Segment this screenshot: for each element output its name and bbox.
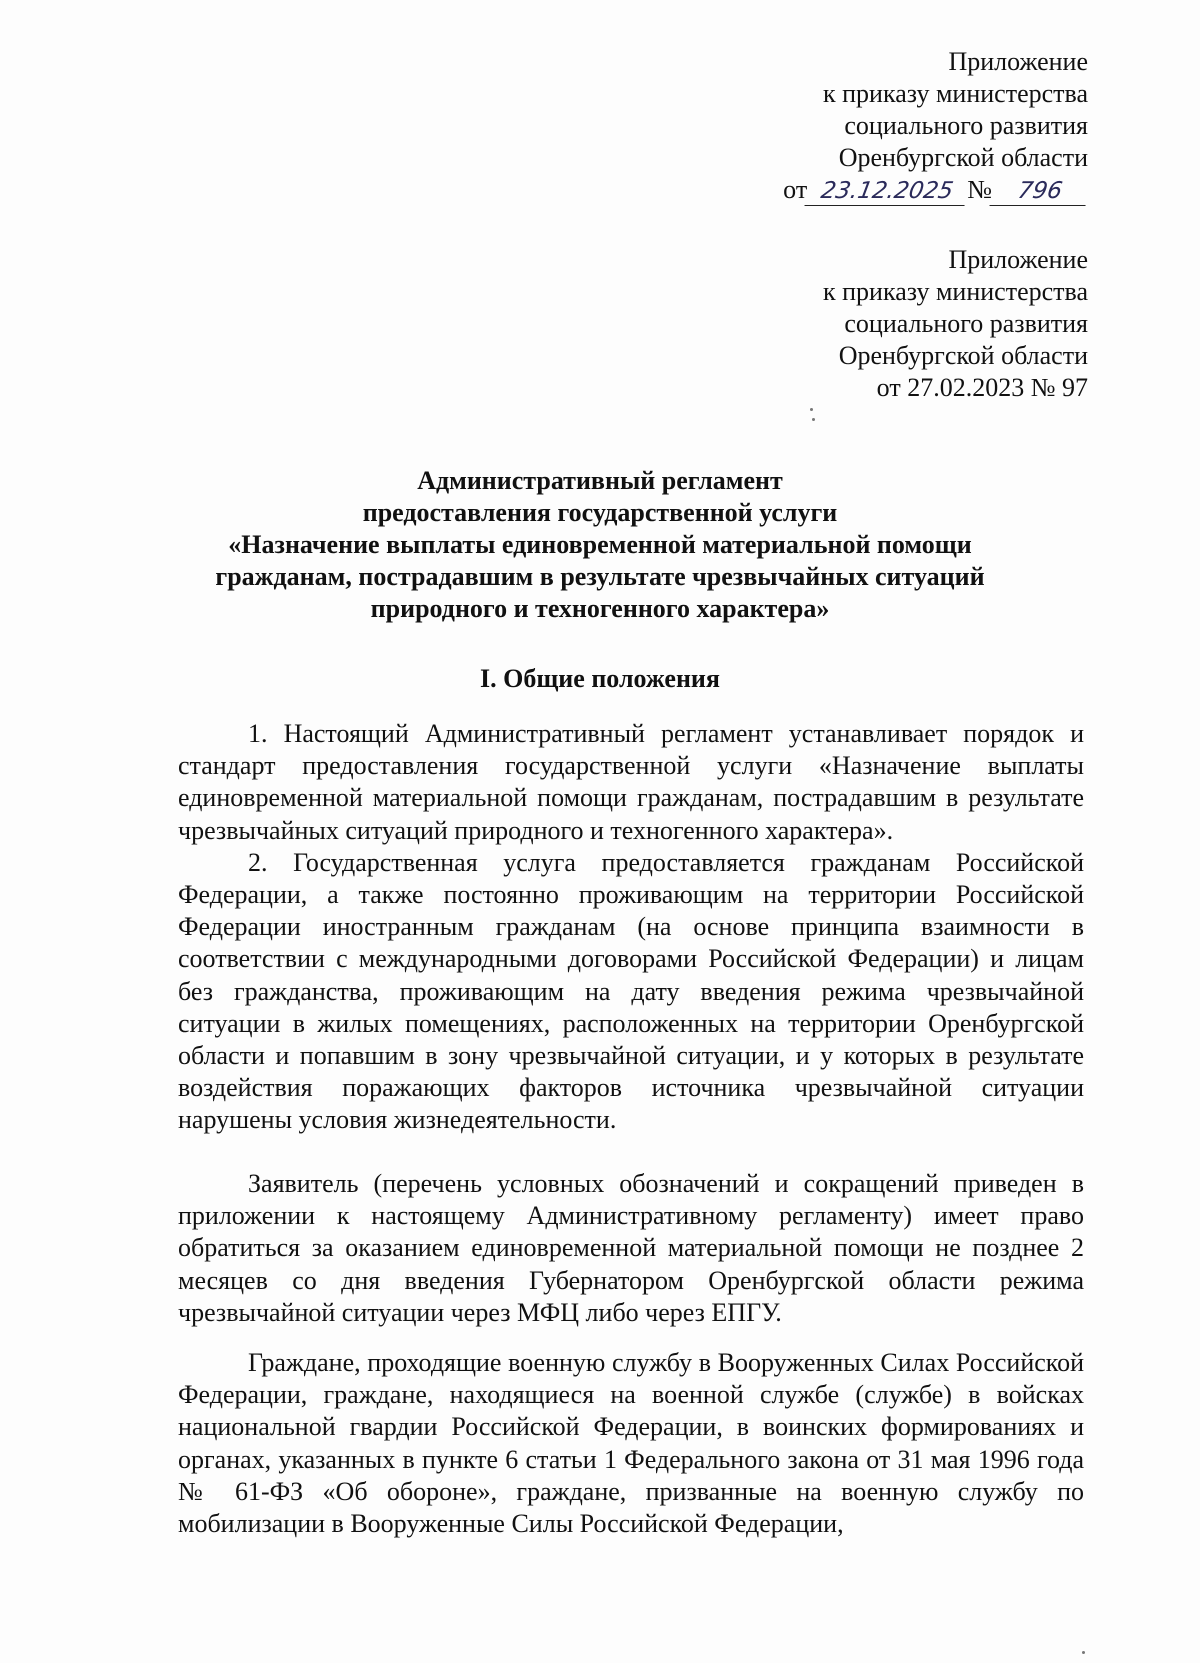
title-line: гражданам, пострадавшим в результате чрезвычайных ситуаций [215,562,985,591]
paragraph-applicant: Заявитель (перечень условных обозначений и сокращений приведен в приложении к настоящему Административному регламенту) имеет право обратиться за оказанием единовременной материальной помощи не позднее 2 месяцев со дня введения Губернатором Оренбургской области режима чрезвычайной ситуации через МФЦ либо через ЕПГУ. [178,1169,1084,1327]
title-line: «Назначение выплаты единовременной материальной помощи [228,530,972,559]
annex-header-current [783,46,1088,206]
paragraph-2: 2. Государственная услуга предоставляется гражданам Российской Федерации, а также постоянно проживающим на территории Российской Федерации иностранным гражданам (на основе принципа взаимности в соответствии с международными договорами Российской Федерации) и лицам без гражданства, проживающим на дату введения режима чрезвычайной ситуации в жилых помещениях, расположенных на территории Оренбургской области и попавшим в зону чрезвычайной ситуации, и у которых в результате воздействия поражающих факторов источника чрезвычайной ситуации нарушены условия жизнедеятельности. [178,847,1084,1135]
body-paragraph-4 [178,1347,1084,1540]
date-prefix: от [783,175,808,204]
section-heading: I. Общие положения [480,664,720,693]
annex-label: Приложение [948,245,1088,274]
annex-region: Оренбургской области [838,143,1088,172]
handwritten-number: 796 [989,177,1090,206]
annex-label: Приложение [948,47,1088,76]
body-paragraph-3 [178,1168,1084,1329]
handwritten-date: 23.12.2025 [805,177,970,206]
annex-date-number-row [783,174,1088,206]
title-line: Административный регламент [417,466,783,495]
annex-order-ref: к приказу министерства [823,277,1088,306]
number-sign: № [967,175,992,204]
title-line: предоставления государственной услуги [362,498,838,527]
annex-header-previous [823,244,1088,404]
scan-speck [812,418,815,421]
paragraph-1: 1. Настоящий Административный регламент устанавливает порядок и стандарт предоставления государственной услуги «Назначение выплаты единовременной материальной помощи гражданам, пострадавшим в результате чрезвычайных ситуаций природного и техногенного характера». [178,719,1084,845]
annex-date-number: от 27.02.2023 № 97 [876,373,1088,402]
title-line: природного и техногенного характера» [370,594,830,623]
annex-region: Оренбургской области [838,341,1088,370]
scan-speck [810,408,813,411]
scan-speck [1082,1651,1085,1654]
document-title [120,465,1080,625]
body-paragraphs-1-2 [178,718,1084,1137]
paragraph-military: Граждане, проходящие военную службу в Вооруженных Силах Российской Федерации, граждане, находящиеся на военной службе (службе) в войсках национальной гвардии Российской Федерации, в воинских формированиях и органах, указанных в пункте 6 статьи 1 Федерального закона от 31 мая 1996 года № 61-ФЗ «Об обороне», граждане, призванные на военную службу по мобилизации в Вооруженные Силы Российской Федерации, [178,1348,1084,1539]
annex-order-ref: к приказу министерства [823,79,1088,108]
annex-ministry: социального развития [844,111,1088,140]
annex-ministry: социального развития [844,309,1088,338]
